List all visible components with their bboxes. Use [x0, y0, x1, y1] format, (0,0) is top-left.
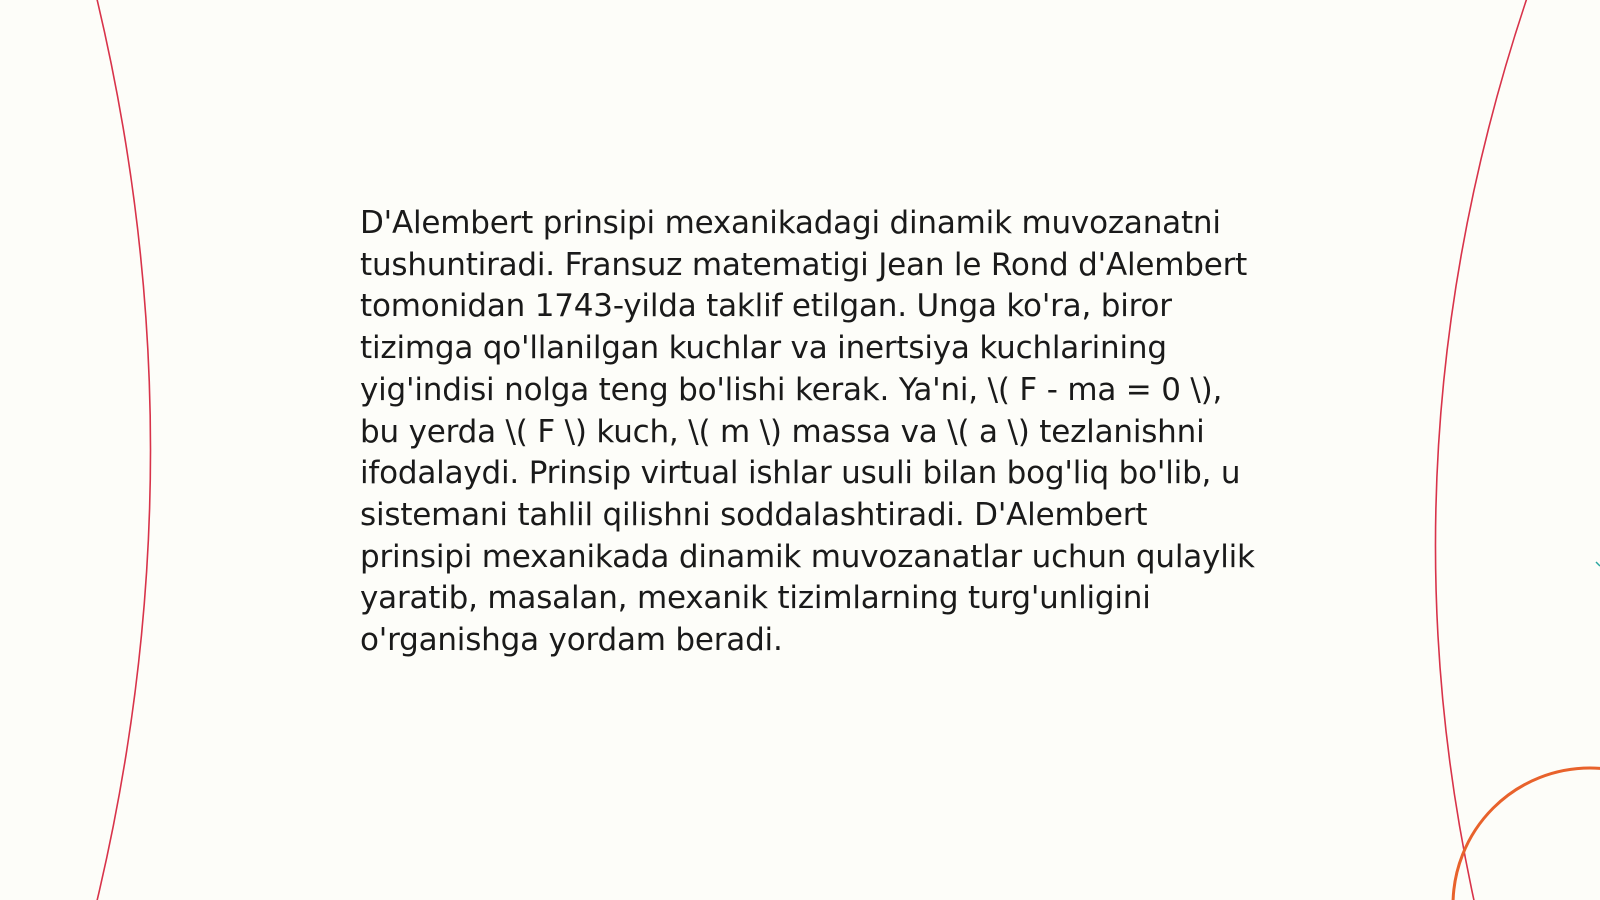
corner-circle	[1453, 768, 1600, 900]
left-curve	[96, 0, 151, 900]
right-curve	[1435, 0, 1528, 900]
edge-tick	[1596, 562, 1600, 566]
body-paragraph: D'Alembert prinsipi mexanikadagi dinamik muvozanatni tushuntiradi. Fransuz matematigi Jean le Rond d'Alembert tomonidan 1743-yilda taklif etilgan. Unga ko'ra, biror tizimga qo'llanilgan kuchlar va inertsiya kuchlarining yig'indisi nolga teng bo'lishi kerak. Ya'ni, \( F - ma = 0 \), bu yerda \( F \) kuch, \( m \) massa va \( a \) tezlanishni ifodalaydi. Prinsip virtual ishlar usuli bilan bog'liq bo'lib, u sistemani tahlil qilishni soddalashtiradi. D'Alembert prinsipi mexanikada dinamik muvozanatlar uchun qulaylik yaratib, masalan, mexanik tizimlarning turg'unligini o'rganishga yordam beradi.	[360, 205, 1255, 659]
